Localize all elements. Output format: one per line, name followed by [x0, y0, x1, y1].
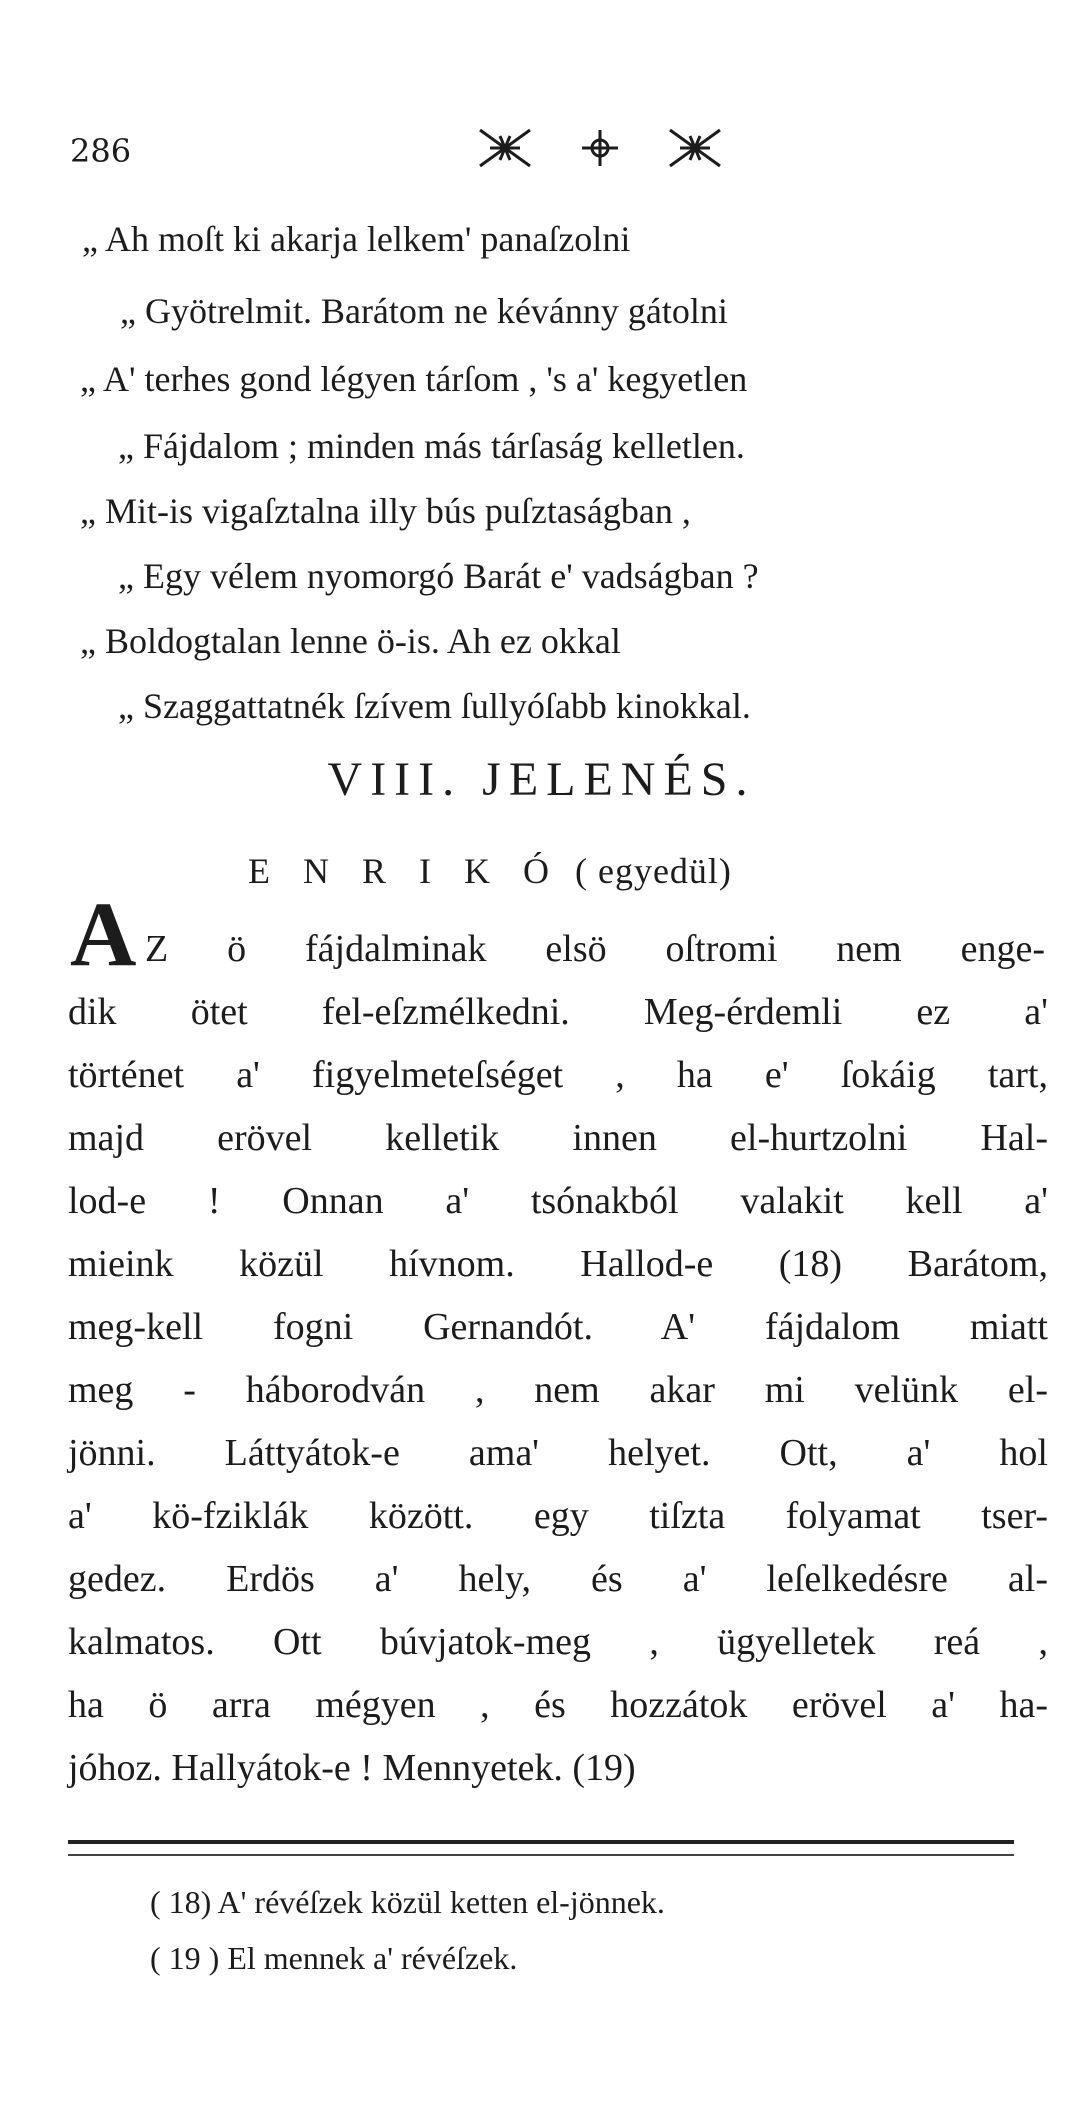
- speaker-name: E N R I K Ó: [248, 851, 561, 891]
- verse-line: „ Szaggattatnék ſzívem ſullyóſabb kinokkal.: [118, 686, 751, 726]
- prose-line: kalmatos. Ott búvjatok-meg , ügyelletek reá ,: [68, 1621, 1048, 1663]
- prose-line: jönni. Láttyátok-e ama' helyet. Ott, a' hol: [68, 1432, 1048, 1474]
- speaker-line: [248, 850, 732, 892]
- prose-line: Z ö fájdalminak elsö oſtromi nem enge-: [145, 928, 1045, 970]
- verse-line: „ Ah moſt ki akarja lelkem' panaſzolni: [82, 219, 631, 259]
- verse-line: „ Boldogtalan lenne ö-is. Ah ez okkal: [80, 621, 621, 661]
- prose-line: mieink közül hívnom. Hallod-e (18) Barátom,: [68, 1243, 1048, 1285]
- page-header: [70, 110, 1010, 180]
- prose-line: történet a' figyelmeteſséget , ha e' ſokáig tart,: [68, 1054, 1048, 1096]
- prose-line: jóhoz. Hallyátok-e ! Mennyetek. (19): [68, 1747, 636, 1789]
- verse-line: „ Gyötrelmit. Barátom ne kévánny gátolni: [120, 291, 728, 331]
- footnote: ( 18) A' révéſzek közül ketten el-jönnek.: [150, 1884, 665, 1920]
- verse-line: „ Mit-is vigaſztalna illy bús puſztaságban ,: [80, 491, 691, 531]
- scene-heading: VIII. JELENÉS.: [327, 753, 756, 806]
- prose-line: gedez. Erdös a' hely, és a' leſelkedésre al-: [68, 1558, 1048, 1600]
- prose-line: lod-e ! Onnan a' tsónakból valakit kell a': [68, 1180, 1048, 1222]
- drop-cap: A: [70, 883, 137, 985]
- footnote-rule: [68, 1854, 1014, 1856]
- stage-direction: ( egyedül): [574, 851, 732, 891]
- verse-line: „ Egy vélem nyomorgó Barát e' vadságban ?: [118, 556, 759, 596]
- ornament-icon: [470, 118, 730, 178]
- verse-line: „ A' terhes gond légyen tárſom , 's a' kegyetlen: [80, 359, 748, 399]
- prose-line: meg-kell fogni Gernandót. A' fájdalom miatt: [68, 1306, 1048, 1348]
- page-number: 286: [70, 132, 132, 170]
- prose-line: dik ötet fel-eſzmélkedni. Meg-érdemli ez a': [68, 991, 1048, 1033]
- prose-line: meg - háborodván , nem akar mi velünk el-: [68, 1369, 1048, 1411]
- prose-line: majd erövel kelletik innen el-hurtzolni Hal-: [68, 1117, 1048, 1159]
- verse-line: „ Fájdalom ; minden más tárſaság kelletlen.: [118, 426, 745, 466]
- prose-line: a' kö-fziklák között. egy tiſzta folyamat tser-: [68, 1495, 1048, 1537]
- footnote-rule: [68, 1840, 1014, 1844]
- prose-line: ha ö arra mégyen , és hozzátok erövel a' ha-: [68, 1684, 1048, 1726]
- footnote: ( 19 ) El mennek a' révéſzek.: [150, 1940, 518, 1976]
